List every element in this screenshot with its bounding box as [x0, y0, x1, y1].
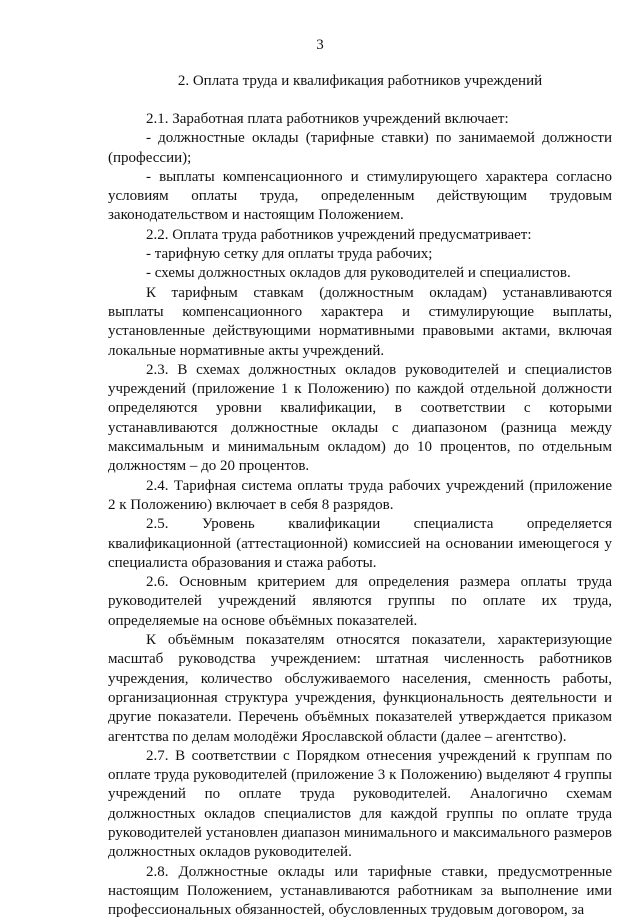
- paragraph-2-3: 2.3. В схемах должностных окладов руководителей и специалистов учреждений (приложение 1 к Положению) по каждой отдельной должности определяются уровни квалификации, в соответствии с которыми устанавливаются должностные оклады с диапазоном (разница между максимальным и минимальным окладом) до 10 процентов, по отдельным должностям – до 20 процентов.: [108, 361, 612, 475]
- list-item-salary-schemes: - схемы должностных окладов для руководителей и специалистов.: [146, 265, 571, 282]
- document-body: [108, 110, 612, 920]
- paragraph-2-4: 2.4. Тарифная система оплаты труда рабочих учреждений (приложение 2 к Положению) включает в себя 8 разрядов.: [108, 477, 612, 513]
- paragraph-supplements: К тарифным ставкам (должностным окладам) устанавливаются выплаты компенсационного характера и стимулирующие выплаты, установленные действующими нормативными правовыми актами, включая локальные нормативные акты учреждений.: [108, 284, 612, 359]
- paragraph-2-2: 2.2. Оплата труда работников учреждений предусматривает:: [146, 226, 532, 243]
- list-item-tariff-grid: - тарифную сетку для оплаты труда рабочих;: [146, 246, 433, 263]
- section-title: 2. Оплата труда и квалификация работников учреждений: [177, 73, 543, 89]
- paragraph-2-5: 2.5. Уровень квалификации специалиста определяется квалификационной (аттестационной) комиссией на основании имеющегося у специалиста образования и стажа работы.: [108, 516, 612, 571]
- list-item-salaries: - должностные оклады (тарифные ставки) по занимаемой должности (профессии);: [108, 130, 612, 166]
- list-item-payments: - выплаты компенсационного и стимулирующего характера согласно условиям оплаты труда, определенным действующим трудовым законодательством и настоящим Положением.: [108, 168, 612, 224]
- paragraph-2-1: 2.1. Заработная плата работников учреждений включает:: [146, 111, 509, 127]
- page-number: 3: [316, 37, 324, 53]
- paragraph-2-8: 2.8. Должностные оклады или тарифные ставки, предусмотренные настоящим Положением, устанавливаются работникам за выполнение ими профессиональных обязанностей, обусловленных трудовым договором, за: [108, 863, 612, 919]
- paragraph-2-7: 2.7. В соответствии с Порядком отнесения учреждений к группам по оплате труда руководителей (приложение 3 к Положению) выделяют 4 группы учреждений по оплате труда руководителей. Аналогично схемам должностных окладов специалистов для каждой группы по оплате труда руководителей установлен диапазон минимального и максимального размеров должностных окладов руководителей.: [108, 747, 612, 861]
- paragraph-2-6: 2.6. Основным критерием для определения размера оплаты труда руководителей учреждений являются группы по оплате их труда, определяемые на основе объёмных показателей.: [108, 574, 612, 629]
- paragraph-volume-indicators: К объёмным показателям относятся показатели, характеризующие масштаб руководства учреждением: штатная численность работников учреждения, количество обслуживаемого населения, сменность работы, организационная структура учреждения, функциональность деятельности и другие показатели. Перечень объёмных показателей утверждается приказом агентства по делам молодёжи Ярославской области (далее – агентство).: [108, 632, 612, 745]
